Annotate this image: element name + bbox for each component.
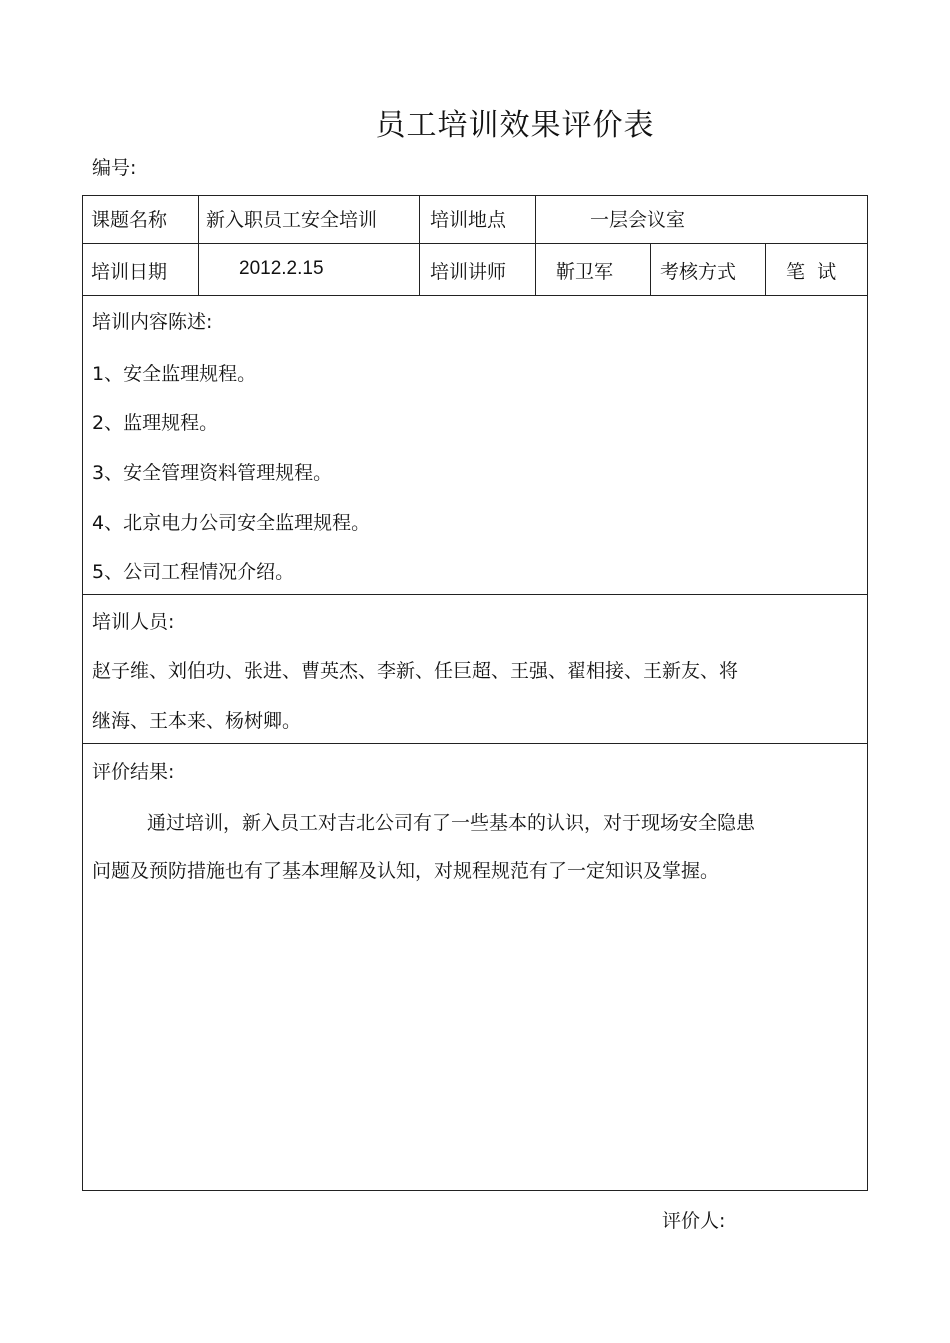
trainer-label: 培训讲师 [430,261,507,283]
date-value: 2012.2.15 [239,258,324,279]
content-item: 2、监理规程。 [92,412,219,434]
row-divider-3 [82,594,868,595]
col-divider-2 [419,195,420,295]
content-heading: 培训内容陈述: [92,311,213,333]
doc-number-label: 编号: [92,157,137,179]
topic-value: 新入职员工安全培训 [206,209,378,231]
location-label: 培训地点 [430,209,507,231]
content-item: 5、公司工程情况介绍。 [92,561,295,583]
content-item: 3、安全管理资料管理规程。 [92,462,333,484]
date-label: 培训日期 [91,261,168,283]
col-divider-5 [765,243,766,295]
assessment-value: 笔 试 [786,261,837,283]
evaluation-heading: 评价结果: [92,761,175,783]
trainees-heading: 培训人员: [92,611,175,633]
col-divider-1 [198,195,199,295]
trainer-value: 靳卫军 [556,261,614,283]
trainees-line: 赵子维、刘伯功、张进、曹英杰、李新、任巨超、王强、翟相接、王新友、将 [92,660,739,682]
topic-label: 课题名称 [91,209,168,231]
evaluation-line: 通过培训，新入员工对吉北公司有了一些基本的认识，对于现场安全隐患 [147,812,756,834]
row-divider-4 [82,743,868,744]
evaluator-label: 评价人: [662,1210,726,1232]
content-item: 1、安全监理规程。 [92,363,257,385]
evaluation-line: 问题及预防措施也有了基本理解及认知，对规程规范有了一定知识及掌握。 [92,860,720,882]
content-item: 4、北京电力公司安全监理规程。 [92,512,371,534]
col-divider-4 [650,243,651,295]
location-value: 一层会议室 [590,209,686,231]
assessment-label: 考核方式 [660,261,737,283]
page-title: 员工培训效果评价表 [375,108,655,143]
row-divider-1 [82,243,868,244]
row-divider-2 [82,295,868,296]
trainees-line: 继海、王本来、杨树卿。 [92,710,302,732]
col-divider-3 [535,195,536,295]
evaluation-table [82,195,868,1191]
